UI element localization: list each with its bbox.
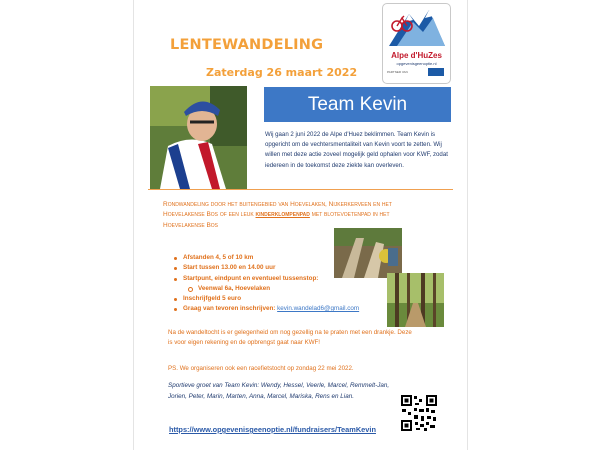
qr-code-icon <box>400 394 438 432</box>
poster-page <box>133 0 468 450</box>
kwf-logo-icon <box>428 68 444 76</box>
detail-startpoint: Startpunt, eindpunt en eventueel tussenstop: <box>174 274 359 284</box>
event-date: Zaterdag 26 maart 2022 <box>206 66 358 79</box>
intro-text: Wij gaan 2 juni 2022 de Alpe d'Huez beklimmen. Team Kevin is opgericht om de vechtersmentaliteit van Kevin voort te zetten. Wij willen met deze actie zoveel mogelijk geld ophalen voor KWF, zodat iedereen in de toekomst deze ziekte kan overleven. <box>265 131 448 169</box>
detail-register <box>174 304 359 314</box>
ps-text: PS. We organiseren ook een racefietstocht op zondag 22 mei 2022. <box>168 365 354 372</box>
team-banner: Team Kevin <box>264 87 451 122</box>
logo-partner-label: PARTNER VAN <box>387 70 408 74</box>
mountain-logo-icon <box>383 4 450 50</box>
event-details <box>174 253 359 315</box>
register-label: Graag van tevoren inschrijven: <box>183 305 278 313</box>
email-link[interactable]: kevin.wandelad6@gmail.com <box>277 305 360 313</box>
detail-distance: Afstanden 4, 5 of 10 km <box>174 253 359 263</box>
route-text-2: met blotevoetenpad in het Hoevelakense Bos <box>163 211 390 229</box>
divider <box>148 189 453 190</box>
fundraiser-link[interactable]: https://www.opgevenisgeenoptie.nl/fundraisers/TeamKevin <box>169 425 376 434</box>
after-walk-text: Na de wandeltocht is er gelegenheid om nog gezellig na te praten met een drankje. Deze is voor eigen rekening en de opbrengst gaat naar KWF! <box>168 329 412 347</box>
cyclist-photo <box>150 86 247 189</box>
kinderklompenpad-link[interactable]: kinderklompenpad <box>255 211 310 219</box>
detail-fee: Inschrijfgeld 5 euro <box>174 294 359 304</box>
logo-url: opgevenisgeenoptie.nl <box>396 61 437 66</box>
logo-name: Alpe d'HuZes <box>391 51 442 60</box>
route-description <box>163 200 403 231</box>
forest-photo <box>387 273 444 327</box>
alpe-dhuzes-logo <box>382 3 451 84</box>
poster-title: LENTEWANDELING <box>170 37 324 53</box>
greeting-text: Sportieve groet van Team Kevin: Wendy, Hessel, Veerle, Marcel, Remmelt-Jan, Jorien, Peter, Marin, Marten, Anna, Marcel, Mariska, Rens en Lian. <box>168 382 390 400</box>
detail-start-time: Start tussen 13.00 en 14.00 uur <box>174 263 359 273</box>
route-text-1: Rondwandeling door het buitengebied van Hoevelaken, Nijkerkerveen en het Hoevelakense Bos of een leuk <box>163 201 392 219</box>
detail-address: Veenwal 6a, Hoevelaken <box>174 284 359 294</box>
